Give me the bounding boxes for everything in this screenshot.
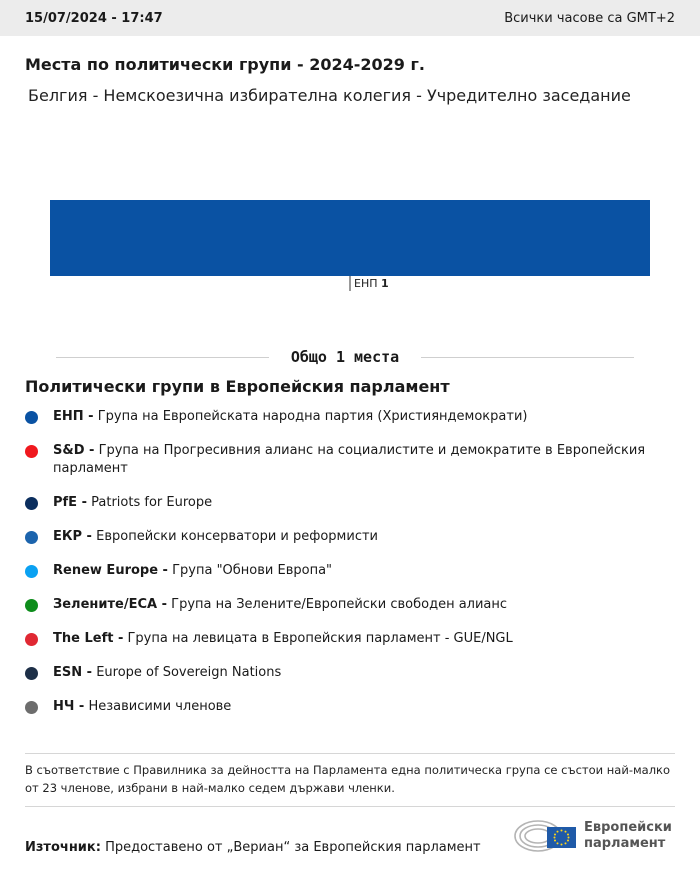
legend-desc: Независими членове — [88, 699, 232, 714]
legend-item — [25, 664, 675, 682]
top-bar — [0, 0, 700, 36]
legend-abbr: PfE - — [53, 495, 87, 510]
divider — [25, 753, 675, 754]
rules-note: В съответствие с Правилника за дейността на Парламента една политическа група се състои най-малко от 23 членове, избрани в най-малко седем държави членки. — [25, 763, 671, 795]
legend-item — [25, 408, 675, 426]
legend-desc: Група на Прогресивния алианс на социалистите и демократите в Европейския парламент — [53, 443, 646, 476]
legend-item — [25, 494, 675, 512]
legend-text — [53, 562, 663, 580]
legend-abbr: НЧ - — [53, 699, 85, 714]
legend-color-dot — [25, 411, 38, 424]
legend-desc: Patriots for Europe — [91, 495, 213, 510]
seat-bar-segment — [50, 200, 650, 276]
legend-item — [25, 596, 675, 614]
legend-color-dot — [25, 667, 38, 680]
segment-label — [354, 277, 389, 290]
legend-text — [53, 442, 663, 478]
total-seats-row — [56, 346, 634, 368]
legend-desc: Група на левицата в Европейския парламент - GUE/NGL — [127, 631, 513, 646]
legend-abbr: S&D - — [53, 443, 95, 458]
legend-abbr: ЕКР - — [53, 529, 92, 544]
legend-item — [25, 698, 675, 716]
legend-color-dot — [25, 565, 38, 578]
legend-color-dot — [25, 531, 38, 544]
logo-text — [584, 820, 672, 852]
legend-text — [53, 596, 663, 614]
legend-desc: Група на Зелените/Европейски свободен алианс — [171, 597, 508, 612]
segment-label-value: 1 — [381, 277, 389, 290]
legend-desc: Европейски консерватори и реформисти — [96, 529, 378, 544]
total-seats-label: Общо 1 места — [290, 348, 400, 366]
legend-color-dot — [25, 497, 38, 510]
timezone-note: Всички часове са GMT+2 — [504, 10, 675, 26]
source — [25, 840, 481, 855]
legend-color-dot — [25, 599, 38, 612]
legend-abbr: Зелените/ЕСА - — [53, 597, 167, 612]
legend-text — [53, 494, 663, 512]
legend-item — [25, 442, 675, 478]
legend-color-dot — [25, 633, 38, 646]
page-subtitle: Белгия - Немскоезична избирателна колегия - Учредително заседание — [28, 86, 631, 105]
total-divider-right — [421, 357, 634, 358]
european-parliament-logo-icon — [514, 818, 578, 854]
legend-text — [53, 528, 663, 546]
legend-text — [53, 698, 663, 716]
logo-line-2: парламент — [584, 836, 666, 851]
legend-abbr: Renew Europe - — [53, 563, 168, 578]
legend-color-dot — [25, 701, 38, 714]
source-label: Източник: — [25, 840, 101, 855]
legend-item — [25, 562, 675, 580]
divider — [25, 806, 675, 807]
legend-desc: Група "Обнови Европа" — [172, 563, 333, 578]
legend-text — [53, 630, 663, 648]
legend-color-dot — [25, 445, 38, 458]
datetime: 15/07/2024 - 17:47 — [25, 10, 163, 26]
legend-item — [25, 528, 675, 546]
legend-title: Политически групи в Европейския парламент — [25, 377, 450, 396]
legend-text — [53, 408, 663, 426]
legend-text — [53, 664, 663, 682]
logo-line-1: Европейски — [584, 820, 672, 835]
segment-label-name: ЕНП — [354, 277, 381, 290]
legend-desc: Europe of Sovereign Nations — [96, 665, 282, 680]
european-parliament-logo — [514, 816, 684, 856]
legend-desc: Група на Европейската народна партия (Християндемократи) — [97, 409, 528, 424]
total-divider-left — [56, 357, 269, 358]
seats-chart — [0, 190, 700, 310]
legend-abbr: The Left - — [53, 631, 124, 646]
legend-item — [25, 630, 675, 648]
source-text: Предоставено от „Вериан“ за Европейския парламент — [100, 840, 481, 855]
legend-abbr: ESN - — [53, 665, 93, 680]
legend-abbr: ЕНП - — [53, 409, 94, 424]
page-title: Места по политически групи - 2024-2029 г. — [25, 55, 425, 74]
